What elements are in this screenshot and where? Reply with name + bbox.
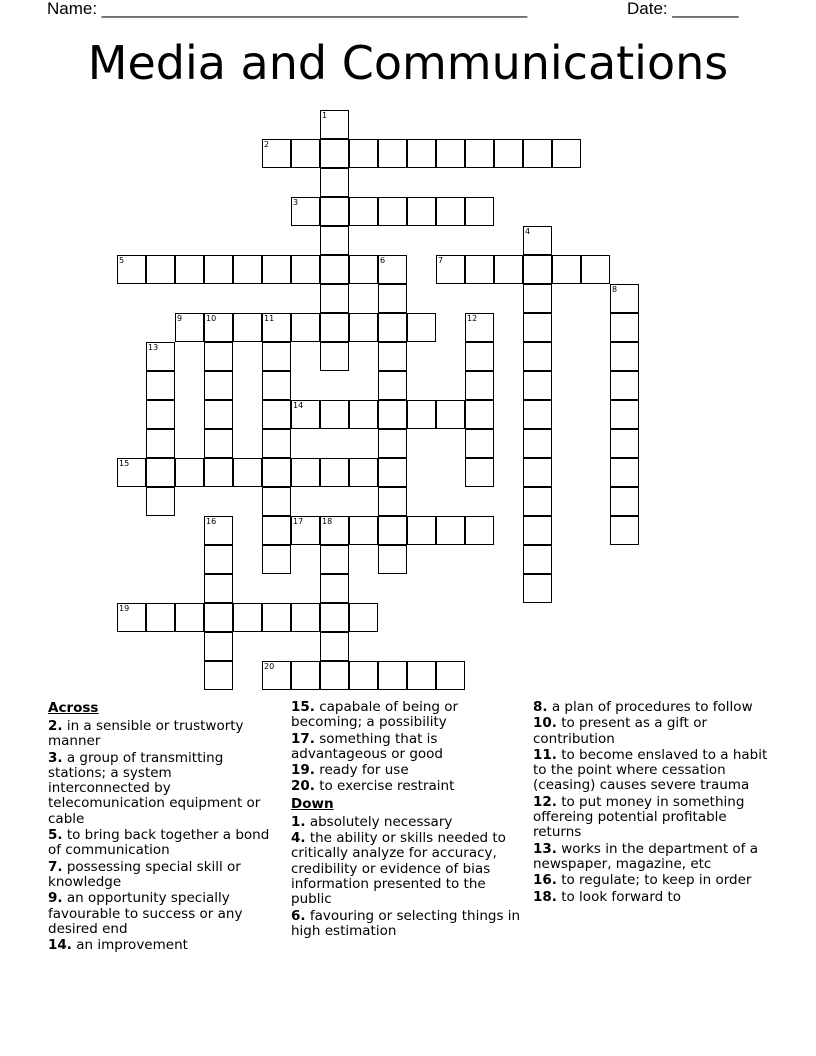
crossword-cell[interactable] <box>320 168 349 197</box>
crossword-cell[interactable] <box>291 516 320 545</box>
crossword-cell[interactable] <box>175 313 204 342</box>
crossword-cell[interactable] <box>146 342 175 371</box>
cell-number: 7 <box>438 256 444 265</box>
cell-number: 3 <box>293 198 299 207</box>
crossword-cell[interactable] <box>465 400 494 429</box>
crossword-cell[interactable] <box>552 255 581 284</box>
cell-number: 17 <box>293 517 304 526</box>
clue-text: to regulate; to keep in order <box>556 872 752 889</box>
crossword-cell[interactable] <box>523 400 552 429</box>
cell-number: 10 <box>206 314 217 323</box>
crossword-cell[interactable] <box>204 545 233 574</box>
crossword-cell[interactable] <box>291 313 320 342</box>
clue-text: a group of transmitting stations; a system interconnected by telecomunication equipment or cable <box>48 749 261 827</box>
clue-number: 7. <box>48 858 63 875</box>
across-heading: Across <box>48 700 99 716</box>
clue-text: to put money in something offereing potential profitable returns <box>533 793 745 841</box>
crossword-cell[interactable] <box>320 400 349 429</box>
cell-number: 11 <box>264 314 275 323</box>
crossword-cell[interactable] <box>204 516 233 545</box>
crossword-cell[interactable] <box>349 400 378 429</box>
date-line: Date: _______ <box>627 0 739 18</box>
across-clue-list-continued <box>291 700 527 795</box>
crossword-cell[interactable] <box>204 342 233 371</box>
crossword-cell[interactable] <box>320 661 349 690</box>
clue-number: 1. <box>291 813 306 830</box>
down-clue-list <box>291 815 527 939</box>
clue-number: 16. <box>533 872 557 889</box>
crossword-cell[interactable] <box>204 458 233 487</box>
clue-number: 19. <box>291 762 315 779</box>
crossword-cell[interactable] <box>262 429 291 458</box>
crossword-cell[interactable] <box>204 313 233 342</box>
crossword-cell[interactable] <box>204 429 233 458</box>
crossword-cell[interactable] <box>465 516 494 545</box>
clue <box>48 719 276 750</box>
crossword-cell[interactable] <box>465 197 494 226</box>
crossword-cell[interactable] <box>320 313 349 342</box>
crossword-cell[interactable] <box>407 197 436 226</box>
crossword-cell[interactable] <box>291 255 320 284</box>
crossword-cell[interactable] <box>291 603 320 632</box>
clue-number: 8. <box>533 699 548 715</box>
crossword-cell[interactable] <box>378 516 407 545</box>
clue-text: works in the department of a newspaper, magazine, etc <box>533 840 758 872</box>
crossword-cell[interactable] <box>233 255 262 284</box>
clues-column-2 <box>291 700 527 940</box>
crossword-cell[interactable] <box>117 603 146 632</box>
clue-number: 20. <box>291 778 315 795</box>
crossword-cell[interactable] <box>320 545 349 574</box>
clue-text: to present as a gift or contribution <box>533 715 708 747</box>
crossword-cell[interactable] <box>465 313 494 342</box>
crossword-cell[interactable] <box>349 516 378 545</box>
crossword-cell[interactable] <box>262 603 291 632</box>
cell-number: 8 <box>612 285 618 294</box>
crossword-cell[interactable] <box>175 603 204 632</box>
crossword-cell[interactable] <box>291 139 320 168</box>
crossword-cell[interactable] <box>610 516 639 545</box>
clue <box>48 938 276 953</box>
clue-number: 10. <box>533 715 557 732</box>
across-clue-list <box>48 719 276 953</box>
clue-text: in a sensible or trustworty manner <box>48 718 244 750</box>
crossword-cell[interactable] <box>610 284 639 313</box>
crossword-cell[interactable] <box>523 139 552 168</box>
crossword-cell[interactable] <box>146 400 175 429</box>
crossword-cell[interactable] <box>407 139 436 168</box>
crossword-cell[interactable] <box>523 342 552 371</box>
crossword-cell[interactable] <box>523 429 552 458</box>
crossword-cell[interactable] <box>204 632 233 661</box>
crossword-cell[interactable] <box>610 458 639 487</box>
crossword-cell[interactable] <box>291 458 320 487</box>
cell-number: 6 <box>380 256 386 265</box>
crossword-cell[interactable] <box>494 255 523 284</box>
crossword-cell[interactable] <box>494 139 523 168</box>
crossword-cell[interactable] <box>320 516 349 545</box>
crossword-cell[interactable] <box>320 284 349 313</box>
crossword-cell[interactable] <box>262 313 291 342</box>
clue <box>533 700 773 715</box>
crossword-cell[interactable] <box>320 458 349 487</box>
crossword-cell[interactable] <box>233 313 262 342</box>
crossword-cell[interactable] <box>523 313 552 342</box>
crossword-cell[interactable] <box>204 574 233 603</box>
crossword-cell[interactable] <box>378 139 407 168</box>
clue <box>533 716 773 747</box>
crossword-cell[interactable] <box>436 197 465 226</box>
crossword-cell[interactable] <box>204 400 233 429</box>
crossword-cell[interactable] <box>378 429 407 458</box>
clue-number: 4. <box>291 830 306 847</box>
clue <box>291 700 527 731</box>
cell-number: 20 <box>264 662 275 671</box>
clue-number: 12. <box>533 793 557 810</box>
crossword-cell[interactable] <box>523 458 552 487</box>
crossword-cell[interactable] <box>610 371 639 400</box>
clue <box>533 748 773 794</box>
clue-text: a plan of procedures to follow <box>547 699 753 715</box>
clue-text: to become enslaved to a habit to the point where cessation (ceasing) causes severe trauma <box>533 746 768 794</box>
clue-number: 6. <box>291 907 306 924</box>
crossword-cell[interactable] <box>262 342 291 371</box>
clue <box>291 732 527 763</box>
crossword-cell[interactable] <box>204 371 233 400</box>
crossword-cell[interactable] <box>436 661 465 690</box>
crossword-cell[interactable] <box>262 661 291 690</box>
clue <box>291 779 527 794</box>
crossword-cell[interactable] <box>610 400 639 429</box>
clue <box>48 860 276 891</box>
cell-number: 16 <box>206 517 217 526</box>
crossword-cell[interactable] <box>465 458 494 487</box>
crossword-cell[interactable] <box>349 313 378 342</box>
crossword-cell[interactable] <box>523 226 552 255</box>
crossword-cell[interactable] <box>378 313 407 342</box>
crossword-cell[interactable] <box>320 603 349 632</box>
crossword-cell[interactable] <box>146 371 175 400</box>
crossword-cell[interactable] <box>349 255 378 284</box>
crossword-cell[interactable] <box>610 342 639 371</box>
cell-number: 5 <box>119 256 125 265</box>
clue-number: 17. <box>291 730 315 747</box>
cell-number: 14 <box>293 401 304 410</box>
cell-number: 18 <box>322 517 333 526</box>
crossword-cell[interactable] <box>465 429 494 458</box>
clues-column-1 <box>48 700 276 954</box>
crossword-cell[interactable] <box>117 255 146 284</box>
crossword-cell[interactable] <box>291 661 320 690</box>
crossword-cell[interactable] <box>378 284 407 313</box>
crossword-cell[interactable] <box>436 255 465 284</box>
clue-number: 15. <box>291 699 315 715</box>
crossword-cell[interactable] <box>436 400 465 429</box>
crossword-cell[interactable] <box>610 429 639 458</box>
clue-text: to bring back together a bond of communication <box>48 827 270 859</box>
clue-number: 14. <box>48 937 72 954</box>
clue-text: the ability or skills needed to critically analyze for accuracy, credibility or evidence of bias information presented to the public <box>291 830 506 908</box>
crossword-cell[interactable] <box>523 284 552 313</box>
crossword-cell[interactable] <box>262 400 291 429</box>
clue-number: 2. <box>48 718 63 734</box>
crossword-cell[interactable] <box>320 197 349 226</box>
crossword-cell[interactable] <box>204 661 233 690</box>
cell-number: 2 <box>264 140 270 149</box>
crossword-cell[interactable] <box>175 458 204 487</box>
crossword-cell[interactable] <box>320 255 349 284</box>
clue <box>48 891 276 937</box>
clue-number: 3. <box>48 749 63 766</box>
clue <box>291 815 527 830</box>
clue-text: absolutely necessary <box>305 813 453 830</box>
name-line: Name: _____________________________________________ <box>47 0 528 18</box>
clue <box>48 828 276 859</box>
cell-number: 13 <box>148 343 159 352</box>
crossword-cell[interactable] <box>465 342 494 371</box>
cell-number: 1 <box>322 111 328 120</box>
clue <box>533 795 773 841</box>
crossword-cell[interactable] <box>436 516 465 545</box>
crossword-cell[interactable] <box>523 371 552 400</box>
crossword-cell[interactable] <box>320 110 349 139</box>
crossword-cell[interactable] <box>465 371 494 400</box>
crossword-cell[interactable] <box>146 458 175 487</box>
crossword-cell[interactable] <box>262 139 291 168</box>
crossword-cell[interactable] <box>378 661 407 690</box>
crossword-cell[interactable] <box>523 487 552 516</box>
crossword-cell[interactable] <box>523 545 552 574</box>
crossword-cell[interactable] <box>175 255 204 284</box>
crossword-cell[interactable] <box>233 603 262 632</box>
crossword-cell[interactable] <box>320 139 349 168</box>
crossword-cell[interactable] <box>349 197 378 226</box>
clue-text: to look forward to <box>556 888 682 905</box>
crossword-cell[interactable] <box>407 400 436 429</box>
crossword-cell[interactable] <box>320 226 349 255</box>
crossword-cell[interactable] <box>523 516 552 545</box>
crossword-cell[interactable] <box>465 255 494 284</box>
crossword-cell[interactable] <box>378 342 407 371</box>
crossword-cell[interactable] <box>407 313 436 342</box>
crossword-cell[interactable] <box>349 603 378 632</box>
crossword-cell[interactable] <box>523 255 552 284</box>
crossword-cell[interactable] <box>233 458 262 487</box>
down-clue-list-continued <box>533 700 773 905</box>
crossword-cell[interactable] <box>146 603 175 632</box>
crossword-cell[interactable] <box>146 255 175 284</box>
down-heading: Down <box>291 795 334 812</box>
crossword-cell[interactable] <box>378 487 407 516</box>
clue-number: 5. <box>48 827 63 844</box>
crossword-cell[interactable] <box>320 574 349 603</box>
cell-number: 12 <box>467 314 478 323</box>
crossword-cell[interactable] <box>291 197 320 226</box>
crossword-cell[interactable] <box>262 487 291 516</box>
crossword-cell[interactable] <box>378 400 407 429</box>
crossword-cell[interactable] <box>320 342 349 371</box>
crossword-cell[interactable] <box>146 487 175 516</box>
crossword-cell[interactable] <box>117 458 146 487</box>
clue <box>291 909 527 940</box>
crossword-cell[interactable] <box>378 197 407 226</box>
crossword-cell[interactable] <box>407 516 436 545</box>
clue <box>533 842 773 873</box>
crossword-cell[interactable] <box>204 255 233 284</box>
crossword-cell[interactable] <box>262 516 291 545</box>
crossword-cell[interactable] <box>262 545 291 574</box>
clue-text: favouring or selecting things in high estimation <box>291 907 521 939</box>
clue-text: possessing special skill or knowledge <box>48 858 241 890</box>
clue-text: something that is advantageous or good <box>291 730 444 762</box>
crossword-cell[interactable] <box>204 603 233 632</box>
crossword-cell[interactable] <box>378 371 407 400</box>
clue-text: an opportunity specially favourable to success or any desired end <box>48 890 243 937</box>
clues-column-3 <box>533 700 773 906</box>
clue <box>533 873 773 888</box>
clue-number: 9. <box>48 890 63 907</box>
crossword-cell[interactable] <box>378 255 407 284</box>
crossword-cell[interactable] <box>378 545 407 574</box>
clue-number: 11. <box>533 746 557 763</box>
clue-text: to exercise restraint <box>314 778 455 795</box>
crossword-cell[interactable] <box>407 661 436 690</box>
clue <box>533 890 773 905</box>
crossword-cell[interactable] <box>610 487 639 516</box>
cell-number: 4 <box>525 227 531 236</box>
crossword-cell[interactable] <box>552 139 581 168</box>
crossword-cell[interactable] <box>581 255 610 284</box>
clue-text: ready for use <box>314 762 409 779</box>
crossword-cell[interactable] <box>523 574 552 603</box>
crossword-cell[interactable] <box>378 458 407 487</box>
crossword-cell[interactable] <box>436 139 465 168</box>
clue-number: 18. <box>533 888 557 905</box>
crossword-cell[interactable] <box>610 313 639 342</box>
cell-number: 19 <box>119 604 130 613</box>
clue <box>291 763 527 778</box>
crossword-cell[interactable] <box>262 255 291 284</box>
crossword-cell[interactable] <box>291 400 320 429</box>
crossword-cell[interactable] <box>262 458 291 487</box>
crossword-cell[interactable] <box>146 429 175 458</box>
clue-text: an improvement <box>71 937 188 954</box>
crossword-cell[interactable] <box>262 371 291 400</box>
crossword-cell[interactable] <box>349 458 378 487</box>
cell-number: 9 <box>177 314 183 323</box>
clue-text: capabale of being or becoming; a possibility <box>291 699 459 731</box>
cell-number: 15 <box>119 459 130 468</box>
clue <box>291 831 527 907</box>
crossword-cell[interactable] <box>465 139 494 168</box>
clue-number: 13. <box>533 840 557 857</box>
crossword-cell[interactable] <box>320 632 349 661</box>
page-title: Media and Communications <box>87 36 729 90</box>
crossword-cell[interactable] <box>349 661 378 690</box>
clue <box>48 751 276 827</box>
crossword-cell[interactable] <box>349 139 378 168</box>
